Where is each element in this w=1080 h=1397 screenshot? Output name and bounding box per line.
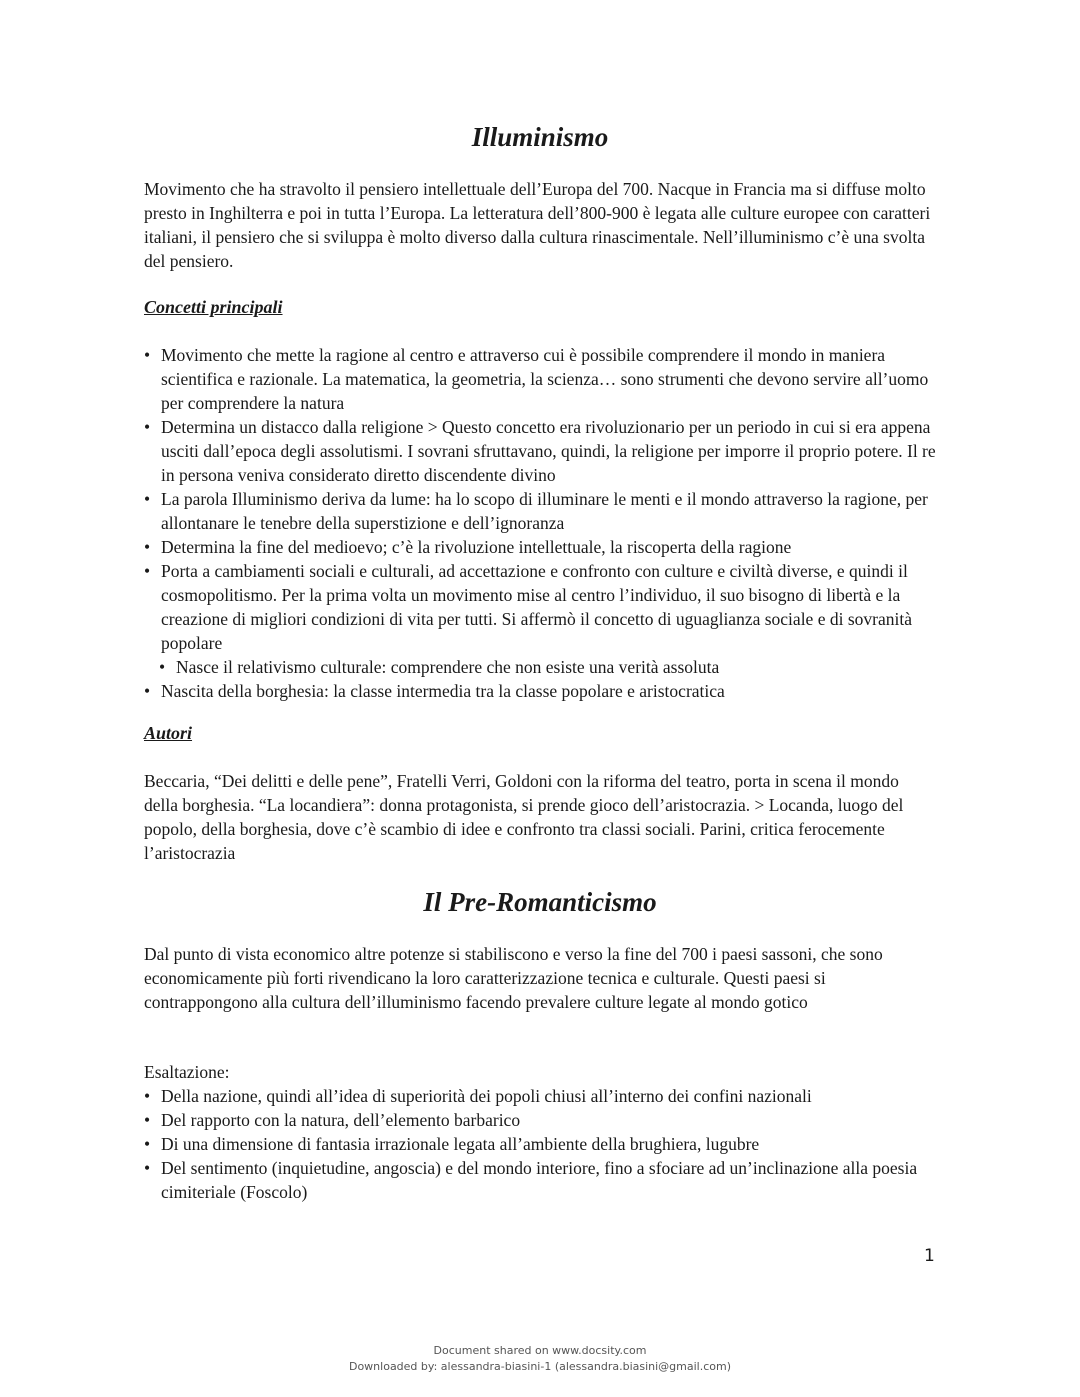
list-item: • Movimento che mette la ragione al centro e attraverso cui è possibile comprendere il mondo in maniera scientifica e razionale. La matematica, la geometria, la scienza… sono strumenti che devono servire all’uomo per comprendere la natura [144,343,936,415]
list-item: • Nascita della borghesia: la classe intermedia tra la classe popolare e aristocratica [144,679,936,703]
esaltazione-label: Esaltazione: [144,1062,230,1082]
list-item: • Porta a cambiamenti sociali e culturali, ad accettazione e confronto con culture e civiltà diverse, e quindi il cosmopolitismo. Per la prima volta un movimento mise al centro l’individuo, il suo bisogno di libertà e la creazione di migliori condizioni di vita per tutti. Si affermò il concetto di uguaglianza sociale e di sovranità popolare [144,559,936,655]
page-number: 1 [924,1246,935,1266]
section-heading-autori: Autori [144,723,193,743]
pre-romanticismo-paragraph: Dal punto di vista economico altre potenze si stabiliscono e verso la fine del 700 i paesi sassoni, che sono economicamente più forti rivendicano la loro caratterizzazione tecnica e culturale. Questi paesi si contrappongono alla cultura dell’illuminismo facendo prevalere culture legate al mondo gotico [144,944,883,1012]
list-item: • Determina la fine del medioevo; c’è la rivoluzione intellettuale, la riscoperta della ragione [144,535,936,559]
footer-download-line: Downloaded by: alessandra-biasini-1 (alessandra.biasini@gmail.com) [348,1360,732,1373]
list-item: • Della nazione, quindi all’idea di superiorità dei popoli chiusi all’interno dei confini nazionali [144,1084,936,1108]
autori-paragraph: Beccaria, “Dei delitti e delle pene”, Fratelli Verri, Goldoni con la riforma del teatro, porta in scena il mondo della borghesia. “La locandiera”: donna protagonista, si prende gioco dell’aristocrazia. > Locanda, luogo del popolo, della borghesia, dove c’è scambio di idee e confronto tra classi sociali. Parini, critica ferocemente l’aristocrazia [144,771,904,863]
esaltazione-list [144,1084,936,1204]
list-item: • Del rapporto con la natura, dell’elemento barbarico [144,1108,936,1132]
list-item: • Determina un distacco dalla religione > Questo concetto era rivoluzionario per un periodo in cui si era appena usciti dall’epoca degli assolutismi. I sovrani sfruttavano, quindi, la religione per imporre il proprio potere. Il re in persona veniva considerato diretto discendente divino [144,415,936,487]
page-title: Illuminismo [471,122,609,152]
footer-shared-line: Document shared on www.docsity.com [433,1344,647,1357]
list-item: • Di una dimensione di fantasia irrazionale legata all’ambiente della brughiera, lugubre [144,1132,936,1156]
concetti-list [144,343,936,703]
section-title-pre-romanticismo: Il Pre-Romanticismo [423,887,657,917]
list-item: • Del sentimento (inquietudine, angoscia) e del mondo interiore, fino a sfociare ad un’inclinazione alla poesia cimiteriale (Foscolo) [144,1156,936,1204]
section-heading-concetti: Concetti principali [144,297,283,317]
intro-paragraph: Movimento che ha stravolto il pensiero intellettuale dell’Europa del 700. Nacque in Francia ma si diffuse molto presto in Inghilterra e poi in tutta l’Europa. La letteratura dell’800-900 è legata alle culture europee con caratteri italiani, il pensiero che si sviluppa è molto diverso dalla cultura rinascimentale. Nell’illuminismo c’è una svolta del pensiero. [144,179,931,271]
list-subitem: • Nasce il relativismo culturale: comprendere che non esiste una verità assoluta [144,655,936,679]
list-item: • La parola Illuminismo deriva da lume: ha lo scopo di illuminare le menti e il mondo attraverso la ragione, per allontanare le tenebre della superstizione e dell’ignoranza [144,487,936,535]
